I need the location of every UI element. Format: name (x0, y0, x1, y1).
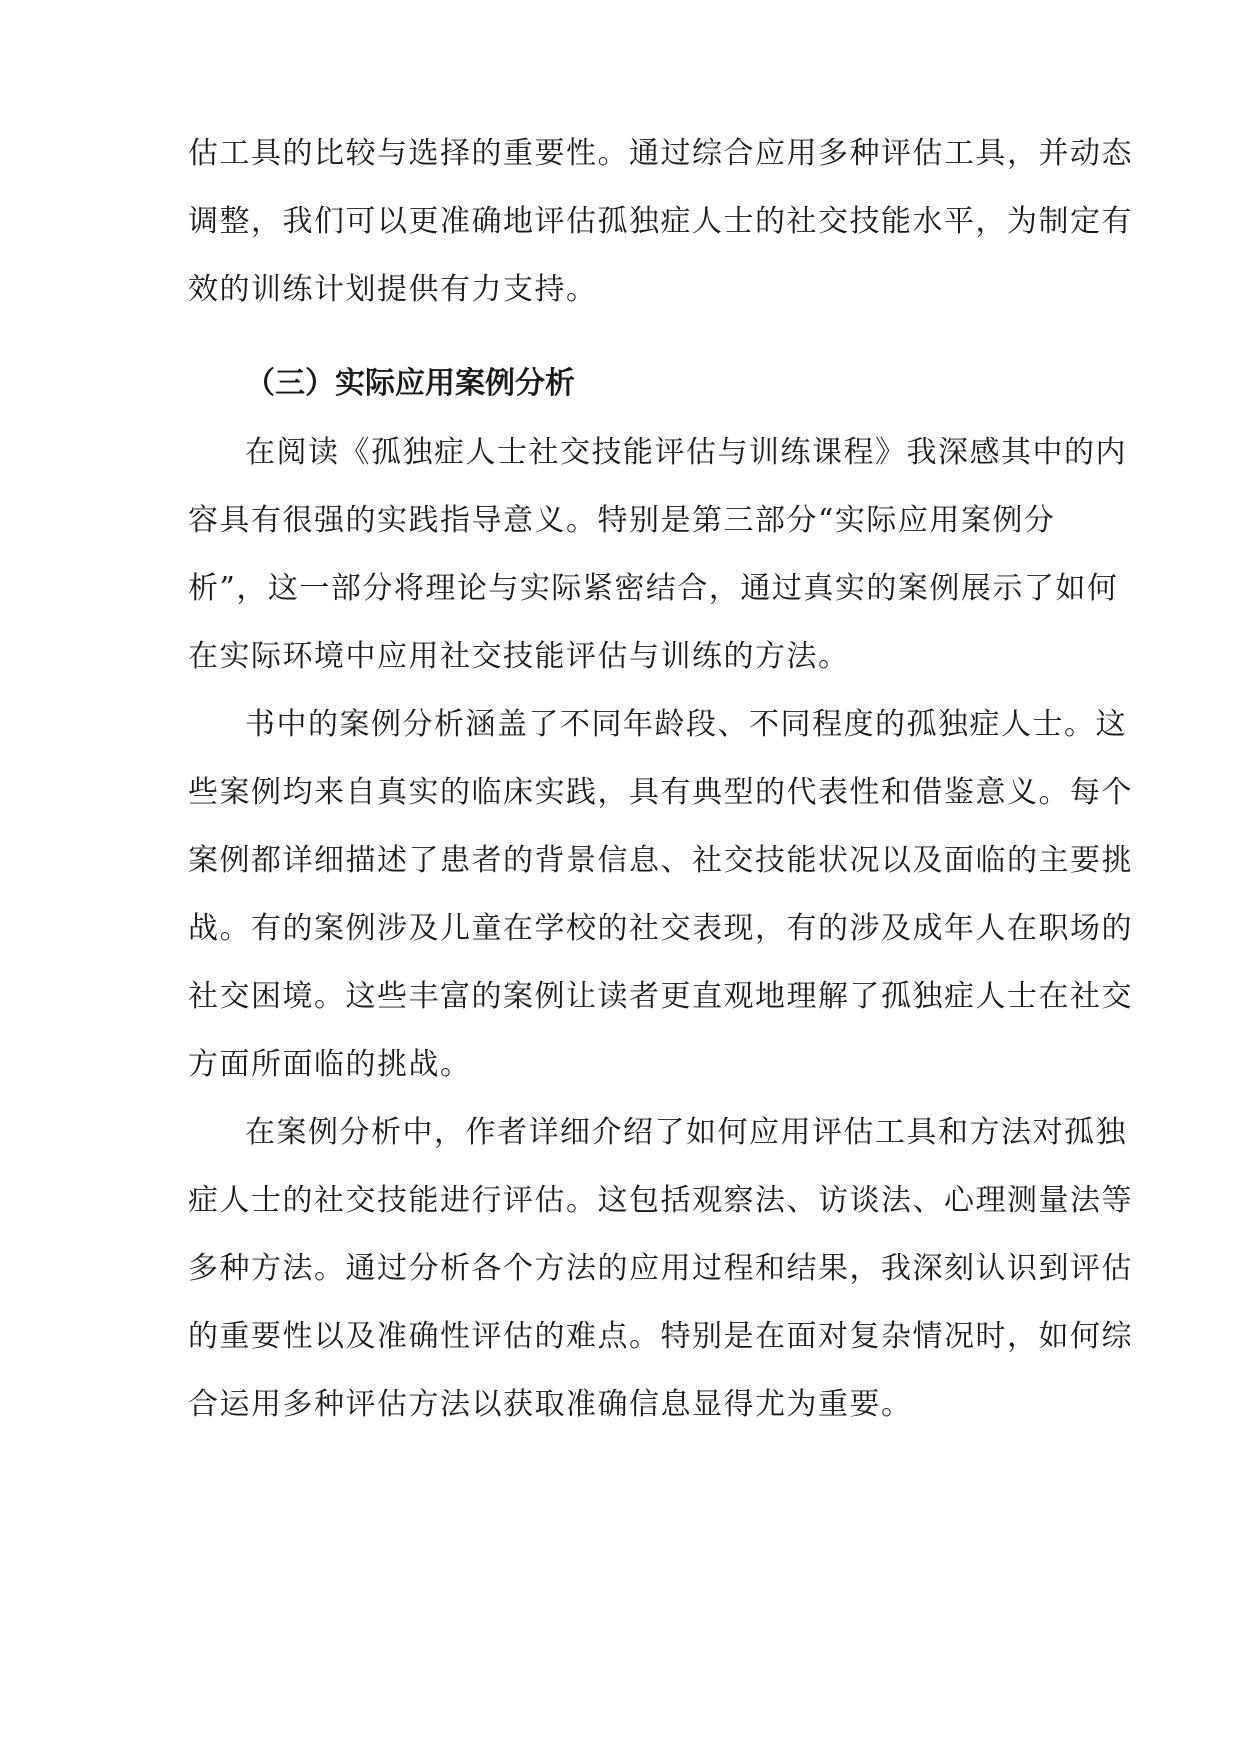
text-line: 在实际环境中应用社交技能评估与训练的方法。 (188, 639, 850, 674)
text-line: 书中的案例分析涵盖了不同年龄段、不同程度的孤独症人士。这 (245, 707, 1127, 742)
text-line: 在案例分析中，作者详细介绍了如何应用评估工具和方法对孤独 (245, 1115, 1127, 1150)
text-line: 合运用多种评估方法以获取准确信息显得尤为重要。 (188, 1387, 913, 1422)
text-line: 方面所面临的挑战。 (188, 1047, 472, 1082)
text-line: 调整，我们可以更准确地评估孤独症人士的社交技能水平，为制定有 (188, 204, 1133, 239)
text-line: 容具有很强的实践指导意义。特别是第三部分“实际应用案例分 (188, 503, 1056, 538)
text-line: 症人士的社交技能进行评估。这包括观察法、访谈法、心理测量法等 (188, 1183, 1133, 1218)
text-line: 多种方法。通过分析各个方法的应用过程和结果，我深刻认识到评估 (188, 1251, 1133, 1286)
text-line: 社交困境。这些丰富的案例让读者更直观地理解了孤独症人士在社交 (188, 979, 1133, 1014)
text-line: 些案例均来自真实的临床实践，具有典型的代表性和借鉴意义。每个 (188, 775, 1133, 810)
section-heading: （三）实际应用案例分析 (245, 366, 575, 401)
text-line: 的重要性以及准确性评估的难点。特别是在面对复杂情况时，如何综 (188, 1319, 1133, 1354)
text-line: 案例都详细描述了患者的背景信息、社交技能状况以及面临的主要挑 (188, 843, 1133, 878)
text-line: 估工具的比较与选择的重要性。通过综合应用多种评估工具，并动态 (188, 136, 1133, 171)
text-line: 战。有的案例涉及儿童在学校的社交表现，有的涉及成年人在职场的 (188, 911, 1133, 946)
text-line: 在阅读《孤独症人士社交技能评估与训练课程》我深感其中的内 (245, 435, 1127, 470)
text-line: 析”，这一部分将理论与实际紧密结合，通过真实的案例展示了如何 (188, 571, 1119, 606)
text-line: 效的训练计划提供有力支持。 (188, 272, 598, 307)
